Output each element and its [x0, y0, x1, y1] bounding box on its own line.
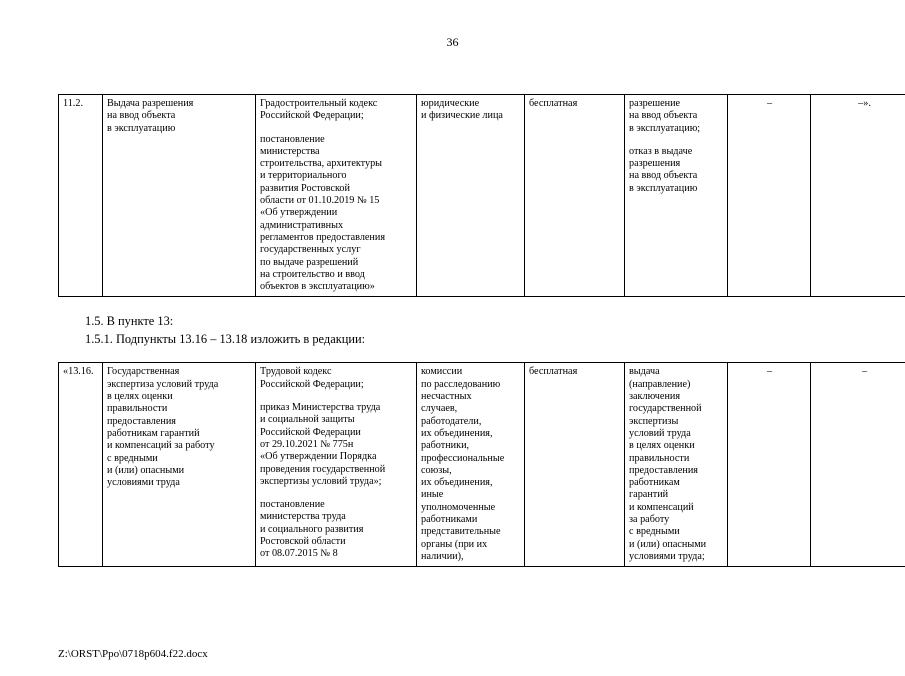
cell-result [625, 363, 728, 567]
legal-p2-line6: проведения государственной [260, 464, 413, 476]
legal-p3-line4: Ростовской области [260, 536, 413, 548]
column-seven-text: – [732, 98, 807, 110]
service-line-3: в эксплуатацию [107, 123, 252, 135]
legal-p2-line2: министерства [260, 146, 413, 158]
service-line-3: в целях оценки [107, 391, 252, 403]
payment-text: бесплатная [529, 366, 621, 378]
table-one-container [0, 94, 905, 297]
page-number: 36 [0, 36, 905, 48]
result-line-5: экспертизы [629, 416, 724, 428]
service-line-9: и (или) опасными [107, 465, 252, 477]
result-line-13: за работу [629, 514, 724, 526]
legal-p2-line5: развития Ростовской [260, 183, 413, 195]
cell-legal-basis [256, 95, 417, 297]
result-line-10: работникам [629, 477, 724, 489]
amendment-line-2: 1.5.1. Подпункты 13.16 – 13.18 изложить в редакции: [0, 331, 905, 349]
legal-p2-line9: регламентов предоставления [260, 232, 413, 244]
legal-p2-line5: «Об утверждении Порядка [260, 451, 413, 463]
cell-recipients [417, 95, 525, 297]
legal-p2-line7: «Об утверждении [260, 207, 413, 219]
result-line-7: в целях оценки [629, 440, 724, 452]
column-eight-text: – [815, 366, 905, 378]
cell-payment [525, 95, 625, 297]
service-line-6: работникам гарантий [107, 428, 252, 440]
payment-text: бесплатная [529, 98, 621, 110]
service-line-2: на ввод объекта [107, 110, 252, 122]
recipients-line-2: по расследованию [421, 379, 521, 391]
recipients-line-14: представительные [421, 526, 521, 538]
legal-p2-line8: административных [260, 220, 413, 232]
recipients-line-3: несчастных [421, 391, 521, 403]
legal-p1-line1: Градостроительный кодекс [260, 98, 413, 110]
result-p1-line2: на ввод объекта [629, 110, 724, 122]
table-two-container [0, 362, 905, 567]
cell-column-eight [811, 95, 905, 297]
cell-item-number [59, 363, 103, 567]
result-line-14: с вредными [629, 526, 724, 538]
legal-p3-line3: и социального развития [260, 524, 413, 536]
legal-p2-line4: от 29.10.2021 № 775н [260, 439, 413, 451]
service-line-10: условиями труда [107, 477, 252, 489]
services-table-two [58, 362, 905, 567]
recipients-line-2: и физические лица [421, 110, 521, 122]
recipients-line-13: работниками [421, 514, 521, 526]
cell-payment [525, 363, 625, 567]
result-line-3: заключения [629, 391, 724, 403]
legal-p3-line1: постановление [260, 499, 413, 511]
service-line-1: Выдача разрешения [107, 98, 252, 110]
cell-service-name [103, 363, 256, 567]
cell-legal-basis [256, 363, 417, 567]
amendment-line-1: 1.5. В пункте 13: [0, 313, 905, 331]
legal-p2-line2: и социальной защиты [260, 414, 413, 426]
recipients-line-11: иные [421, 489, 521, 501]
result-line-15: и (или) опасными [629, 539, 724, 551]
legal-p2-line7: экспертизы условий труда»; [260, 476, 413, 488]
result-line-16: условиями труда; [629, 551, 724, 563]
recipients-line-1: комиссии [421, 366, 521, 378]
legal-p2-line10: государственных услуг [260, 244, 413, 256]
legal-p2-line1: постановление [260, 134, 413, 146]
result-line-1: выдача [629, 366, 724, 378]
result-p2-line4: в эксплуатацию [629, 183, 724, 195]
recipients-line-9: союзы, [421, 465, 521, 477]
legal-p2-line3: строительства, архитектуры [260, 158, 413, 170]
recipients-line-7: работники, [421, 440, 521, 452]
item-number-text: 11.2. [63, 98, 99, 110]
result-p2-line2: разрешения [629, 158, 724, 170]
table-row [59, 363, 905, 567]
legal-p1-line1: Трудовой кодекс [260, 366, 413, 378]
result-line-11: гарантий [629, 489, 724, 501]
result-p2-line1: отказ в выдаче [629, 146, 724, 158]
recipients-line-6: их объединения, [421, 428, 521, 440]
result-line-8: правильности [629, 453, 724, 465]
legal-p1-line2: Российской Федерации; [260, 379, 413, 391]
result-p1-line1: разрешение [629, 98, 724, 110]
item-number-text: «13.16. [63, 366, 99, 378]
legal-p3-line5: от 08.07.2015 № 8 [260, 548, 413, 560]
legal-p2-line11: по выдаче разрешений [260, 257, 413, 269]
table-row [59, 95, 905, 297]
cell-result [625, 95, 728, 297]
legal-p2-line3: Российской Федерации [260, 427, 413, 439]
cell-recipients [417, 363, 525, 567]
service-line-8: с вредными [107, 453, 252, 465]
amendment-instructions [0, 313, 905, 348]
result-line-12: и компенсаций [629, 502, 724, 514]
recipients-line-12: уполномоченные [421, 502, 521, 514]
legal-p2-line1: приказ Министерства труда [260, 402, 413, 414]
legal-p2-line12: на строительство и ввод [260, 269, 413, 281]
result-line-2: (направление) [629, 379, 724, 391]
result-line-6: условий труда [629, 428, 724, 440]
recipients-line-1: юридические [421, 98, 521, 110]
recipients-line-5: работодатели, [421, 416, 521, 428]
cell-column-seven [728, 363, 811, 567]
legal-p2-line6: области от 01.10.2019 № 15 [260, 195, 413, 207]
result-line-4: государственной [629, 403, 724, 415]
recipients-line-10: их объединения, [421, 477, 521, 489]
recipients-line-16: наличии), [421, 551, 521, 563]
recipients-line-4: случаев, [421, 403, 521, 415]
cell-service-name [103, 95, 256, 297]
result-p2-line3: на ввод объекта [629, 170, 724, 182]
service-line-5: предоставления [107, 416, 252, 428]
column-eight-text: –». [815, 98, 905, 110]
document-footer-path: Z:\ORST\Ppo\0718p604.f22.docx [58, 648, 208, 660]
legal-p3-line2: министерства труда [260, 511, 413, 523]
services-table-one [58, 94, 905, 297]
cell-item-number [59, 95, 103, 297]
legal-p2-line13: объектов в эксплуатацию» [260, 281, 413, 293]
service-line-4: правильности [107, 403, 252, 415]
legal-p2-line4: и территориального [260, 170, 413, 182]
cell-column-seven [728, 95, 811, 297]
cell-column-eight [811, 363, 905, 567]
result-p1-line3: в эксплуатацию; [629, 123, 724, 135]
document-page [0, 36, 905, 676]
legal-p1-line2: Российской Федерации; [260, 110, 413, 122]
recipients-line-15: органы (при их [421, 539, 521, 551]
service-line-2: экспертиза условий труда [107, 379, 252, 391]
column-seven-text: – [732, 366, 807, 378]
service-line-1: Государственная [107, 366, 252, 378]
recipients-line-8: профессиональные [421, 453, 521, 465]
service-line-7: и компенсаций за работу [107, 440, 252, 452]
result-line-9: предоставления [629, 465, 724, 477]
